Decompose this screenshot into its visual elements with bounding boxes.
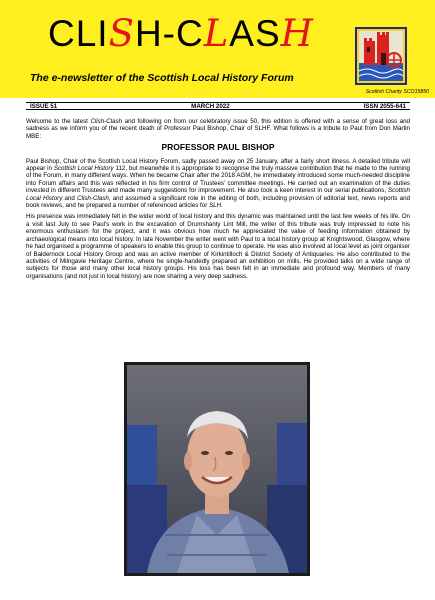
newsletter-title <box>48 14 314 54</box>
portrait-image <box>127 365 307 573</box>
article-body <box>26 118 410 284</box>
issue-date: MARCH 2022 <box>191 102 230 110</box>
title-part: CLI <box>48 13 109 54</box>
castle-crest-icon <box>355 27 407 85</box>
portrait-photo <box>124 362 310 576</box>
masthead <box>0 0 435 98</box>
issue-bar <box>26 102 410 110</box>
title-part-red: L <box>203 12 230 55</box>
charity-number: Scottish Charity SCO15850 <box>365 89 429 95</box>
issn: ISSN 2055-641 <box>363 102 406 110</box>
title-part-red: S <box>108 12 135 55</box>
title-part-red: H <box>280 12 314 55</box>
issue-number: ISSUE 51 <box>30 102 58 110</box>
title-part: H-C <box>134 13 204 54</box>
newsletter-subtitle: The e-newsletter of the Scottish Local History Forum <box>30 72 294 84</box>
tribute-paragraph-2: His presence was immediately felt in the wider world of local history and this dynamic was maintained until the last few weeks of his life. On a visit last July to see Paul's work in the excavation of Drumshanty Lint Mill, the writer of this tribute was truly impressed to note his enormous enthusiasm for the project, and it was obvious how much he appreciated the value of feeding information obtained by archaeological means into local history. In late November the writer went with Paul to a local history group at Knightswood, Glasgow, where he had organised a programme of speakers to enable this group to continue to operate. He was also involved at local level as joint organiser of Baldernock Local History Group and was an active member of Kirkintilloch & District Society of Antiquaries. He also contributed to the activities of Milngavie Heritage Centre, where he single-handedly prepared an exhibition on mills. He provided talks on a wide range of subjects for those and many other local history groups. His loss has been felt in an immediate and profound way. Members of many organisations (and not just in local history) are now sharing a very deep sadness. <box>26 213 410 280</box>
article-heading: PROFESSOR PAUL BISHOP <box>161 142 275 153</box>
intro-paragraph: Welcome to the latest Clish-Clash and following on from our celebratory issue 50, this edition is offered with a sense of great loss and sadness as we inform you of the recent death of Professor Paul Bishop, Chair of SLHF. What follows is a tribute to Paul from Don Martin MBE: <box>26 118 410 140</box>
tribute-paragraph-1: Paul Bishop, Chair of the Scottish Local History Forum, sadly passed away on 25 January, after a fairly short illness. A detailed tribute will appear in Scottish Local History 112, but meanwhile it is appropriate to recognise the truly massive contribution that he made to the running of the Forum, in many different ways. When he became Chair after the 2018 AGM, he immediately introduced some much-needed discipline into Forum affairs and this was reflected in his firm control of Trustees' committee meetings. He carried out an examination of the duties invested in different Trustees and made many suggestions for improvement. He also took a keen interest in our serial publications, Scottish Local History and Clish-Clash, and assumed a significant role in the editing of both, including provision of editorial text, news reports and book reviews, and he prepared a number of referenced articles for SLH. <box>26 157 410 210</box>
title-part: AS <box>229 13 281 54</box>
